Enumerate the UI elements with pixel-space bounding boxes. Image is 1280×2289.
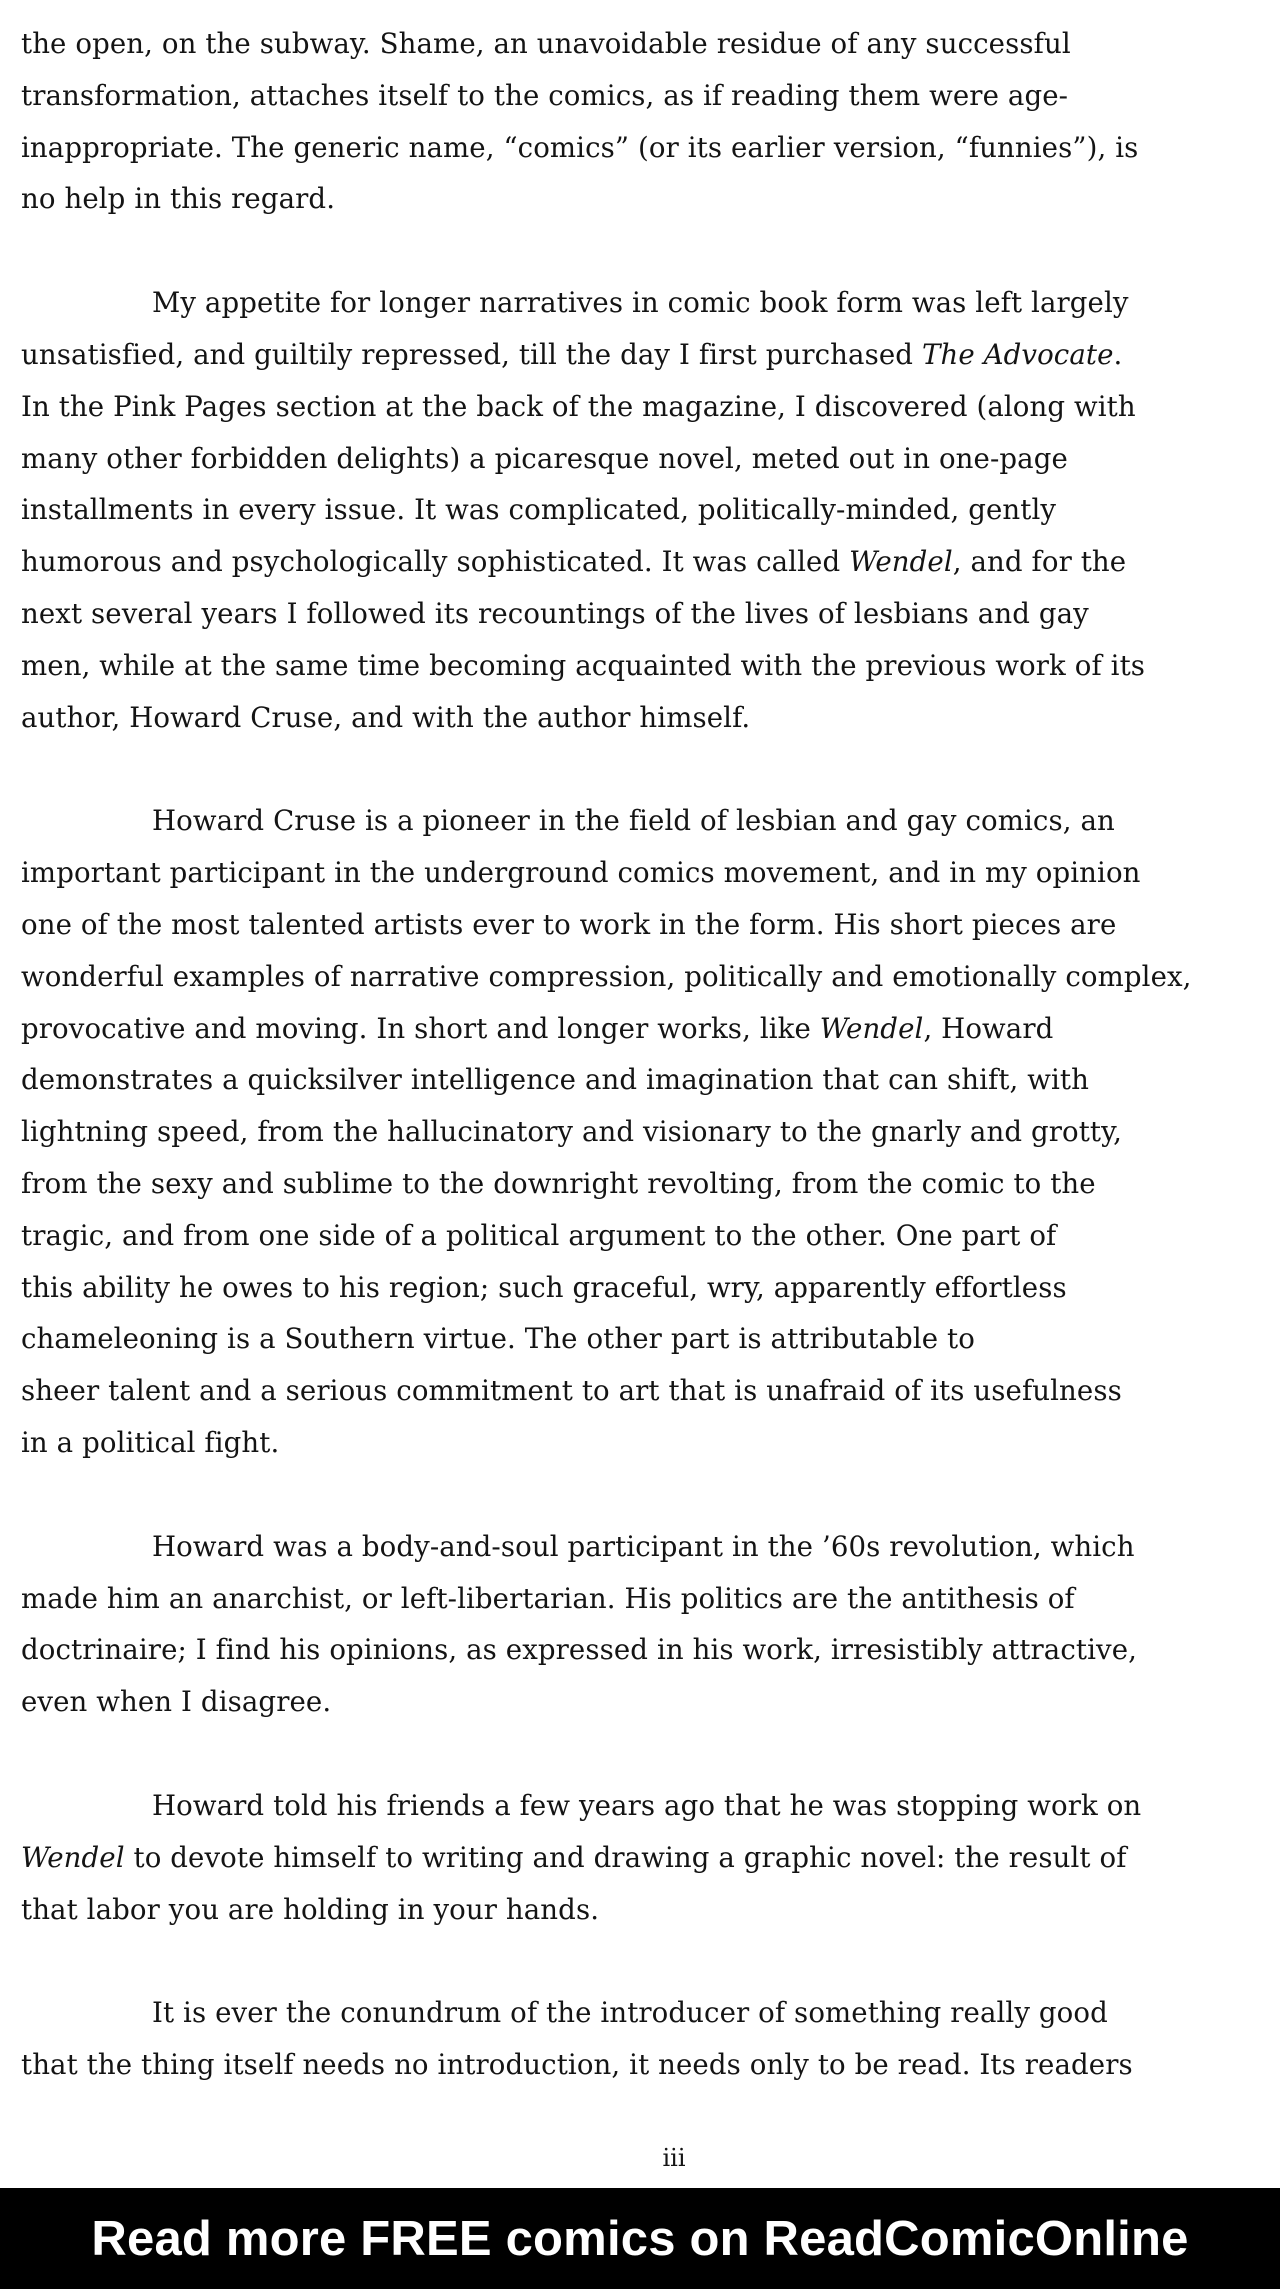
text-line: Howard was a body-and-soul participant in the ’60s revolution, which [152, 1529, 1135, 1563]
text-line: important participant in the underground comics movement, and in my opinion [21, 856, 1141, 890]
document-body [21, 18, 1261, 2143]
text-line: from the sexy and sublime to the downright revolting, from the comic to the [21, 1166, 1096, 1200]
text-line: chameleoning is a Southern virtue. The other part is attributable to [21, 1322, 975, 1356]
text-line: that the thing itself needs no introduction, it needs only to be read. Its readers [21, 2048, 1133, 2082]
italic-title: The Advocate [921, 337, 1114, 371]
text-line: next several years I followed its recountings of the lives of lesbians and gay [21, 596, 1089, 630]
text-line: lightning speed, from the hallucinatory and visionary to the gnarly and grotty, [21, 1115, 1123, 1149]
text-line: Howard told his friends a few years ago that he was stopping work on [152, 1788, 1142, 1822]
paragraph [21, 1987, 1261, 2091]
text-line: transformation, attaches itself to the comics, as if reading them were age- [21, 78, 1069, 112]
paragraph [21, 1521, 1261, 1728]
italic-title: Wendel [819, 1011, 924, 1045]
text-line: sheer talent and a serious commitment to art that is unafraid of its usefulness [21, 1374, 1122, 1408]
text-line: Howard Cruse is a pioneer in the field of lesbian and gay comics, an [152, 804, 1115, 838]
footer-banner[interactable] [0, 2188, 1280, 2289]
text-line: It is ever the conundrum of the introducer of something really good [152, 1996, 1108, 2030]
text-line: unsatisfied, and guiltily repressed, till the day I first purchased The Advocate. [21, 337, 1123, 371]
text-line: inappropriate. The generic name, “comics” (or its earlier version, “funnies”), is [21, 130, 1139, 164]
text-line: author, Howard Cruse, and with the author himself. [21, 700, 751, 734]
text-line: wonderful examples of narrative compression, politically and emotionally complex, [21, 959, 1192, 993]
text-line: doctrinaire; I find his opinions, as expressed in his work, irresistibly attractive, [21, 1633, 1138, 1667]
text-line: men, while at the same time becoming acquainted with the previous work of its [21, 648, 1146, 682]
text-line: in a political fight. [21, 1425, 280, 1459]
italic-title: Wendel [849, 545, 953, 579]
text-line: Wendel to devote himself to writing and drawing a graphic novel: the result of [21, 1840, 1127, 1874]
text-line: My appetite for longer narratives in comic book form was left largely [152, 286, 1129, 320]
text-line: this ability he owes to his region; such graceful, wry, apparently effortless [21, 1270, 1067, 1304]
text-line: the open, on the subway. Shame, an unavoidable residue of any successful [21, 27, 1071, 60]
text-line: humorous and psychologically sophisticated. It was called Wendel, and for the [21, 545, 1127, 579]
text-line: even when I disagree. [21, 1685, 332, 1719]
text-line: made him an anarchist, or left-libertarian. His politics are the antithesis of [21, 1581, 1075, 1615]
text-line: In the Pink Pages section at the back of the magazine, I discovered (along with [21, 389, 1136, 423]
text-line: tragic, and from one side of a political argument to the other. One part of [21, 1218, 1057, 1252]
text-line: many other forbidden delights) a picaresque novel, meted out in one-page [21, 441, 1068, 475]
paragraph [21, 795, 1261, 1468]
paragraph [21, 277, 1261, 743]
paragraph [21, 1780, 1261, 1935]
italic-title: Wendel [21, 1840, 125, 1874]
text-line: installments in every issue. It was complicated, politically-minded, gently [21, 493, 1057, 527]
page-number: iii [662, 2144, 686, 2172]
text-line: that labor you are holding in your hands. [21, 1892, 600, 1926]
paragraph [21, 18, 1261, 225]
footer-promo-text[interactable]: Read more FREE comics on ReadComicOnline [91, 2211, 1189, 2266]
text-line: demonstrates a quicksilver intelligence and imagination that can shift, with [21, 1063, 1089, 1097]
text-line: no help in this regard. [21, 182, 336, 216]
text-line: provocative and moving. In short and longer works, like Wendel, Howard [21, 1011, 1054, 1045]
text-line: one of the most talented artists ever to work in the form. His short pieces are [21, 907, 1117, 941]
